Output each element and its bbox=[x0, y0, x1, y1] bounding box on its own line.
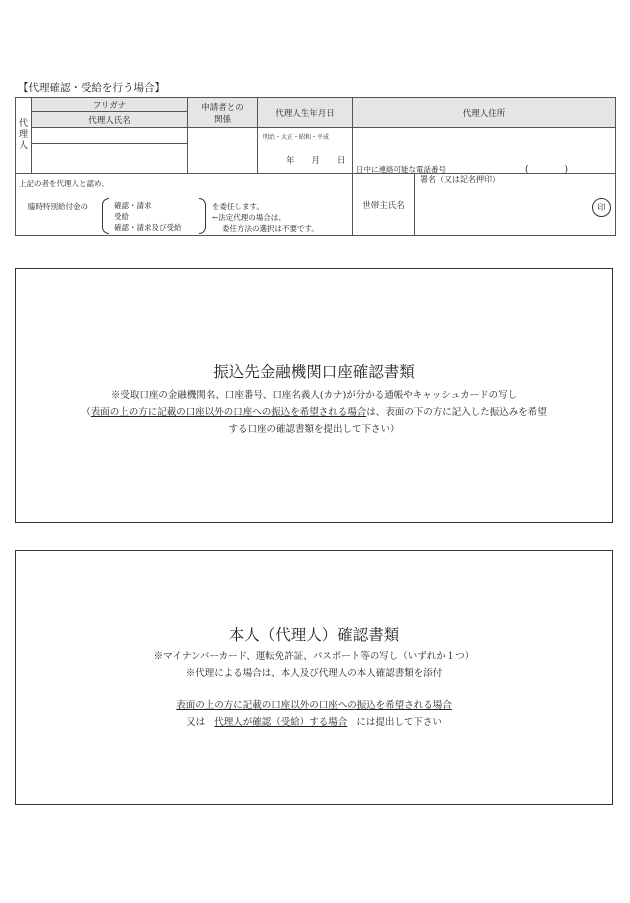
phone-label: 日中に連絡可能な電話番号 bbox=[356, 165, 446, 174]
agent-table bbox=[15, 97, 616, 236]
seal-mark: 印 bbox=[592, 198, 611, 217]
id-docs-title: 本人（代理人）確認書類 bbox=[228, 626, 400, 644]
benefit-label: 臨時特別給付金の bbox=[28, 202, 88, 211]
id-docs-line4: 又は 代理人が確認（受給）する場合 には提出して下さい bbox=[186, 717, 442, 728]
option-both[interactable]: 確認・請求及び受給 bbox=[114, 223, 182, 232]
furigana-input[interactable] bbox=[32, 128, 188, 144]
birth-header: 代理人生年月日 bbox=[258, 98, 353, 128]
id-docs-line3: 表面の上の方に記載の口座以外の口座への振込を希望される場合 bbox=[176, 700, 452, 711]
paren-left bbox=[102, 198, 109, 234]
option-confirm[interactable]: 確認・請求 bbox=[114, 201, 152, 210]
relation-input[interactable] bbox=[188, 128, 258, 174]
agent-name-input[interactable] bbox=[32, 144, 188, 174]
id-docs-box bbox=[15, 550, 613, 805]
agent-name-header: 代理人氏名 bbox=[32, 112, 188, 128]
bank-docs-line1: ※受取口座の金融機関名、口座番号、口座名義人(カナ)が分かる通帳やキャッシュカードの写し bbox=[110, 390, 518, 401]
delegate-notes: を委任します。 ←法定代理の場合は、 委任方法の選択は不要です。 bbox=[212, 202, 319, 233]
delegate-text: 上記の者を代理人と認め、 bbox=[19, 179, 109, 188]
head-label: 世帯主氏名 bbox=[353, 174, 415, 236]
era-options: 明治・大正・昭和・平成 bbox=[263, 134, 330, 141]
agent-side-label: 代 理 人 bbox=[16, 98, 32, 174]
bank-docs-box bbox=[15, 268, 613, 523]
date-fields: 年 月 日 bbox=[286, 156, 346, 166]
signature-label: 署名（又は記名押印） bbox=[420, 175, 500, 184]
furigana-header: フリガナ bbox=[32, 98, 188, 112]
bank-docs-title: 振込先金融機関口座確認書類 bbox=[213, 363, 415, 381]
delegation-cell bbox=[16, 174, 353, 236]
section-title: 【代理確認・受給を行う場合】 bbox=[18, 82, 165, 94]
bank-docs-line3: する口座の確認書類を提出して下さい） bbox=[228, 424, 400, 435]
paren-right bbox=[199, 198, 206, 234]
option-list[interactable] bbox=[114, 200, 182, 233]
birth-input[interactable] bbox=[258, 128, 353, 174]
signature-cell[interactable] bbox=[415, 174, 616, 236]
id-docs-line2: ※代理による場合は、本人及び代理人の本人確認書類を添付 bbox=[185, 668, 443, 679]
phone-paren: ( ) bbox=[525, 165, 569, 175]
address-header: 代理人住所 bbox=[353, 98, 616, 128]
option-receive[interactable]: 受給 bbox=[114, 212, 129, 221]
bank-docs-line2: （表面の上の方に記載の口座以外の口座への振込を希望される場合は、表面の下の方に記入した振込みを希望 bbox=[81, 407, 547, 418]
relation-header: 申請者との 関係 bbox=[188, 98, 258, 128]
id-docs-line1: ※マイナンバーカード、運転免許証、パスポート等の写し（いずれか１つ） bbox=[153, 651, 475, 662]
address-input[interactable] bbox=[353, 128, 616, 174]
